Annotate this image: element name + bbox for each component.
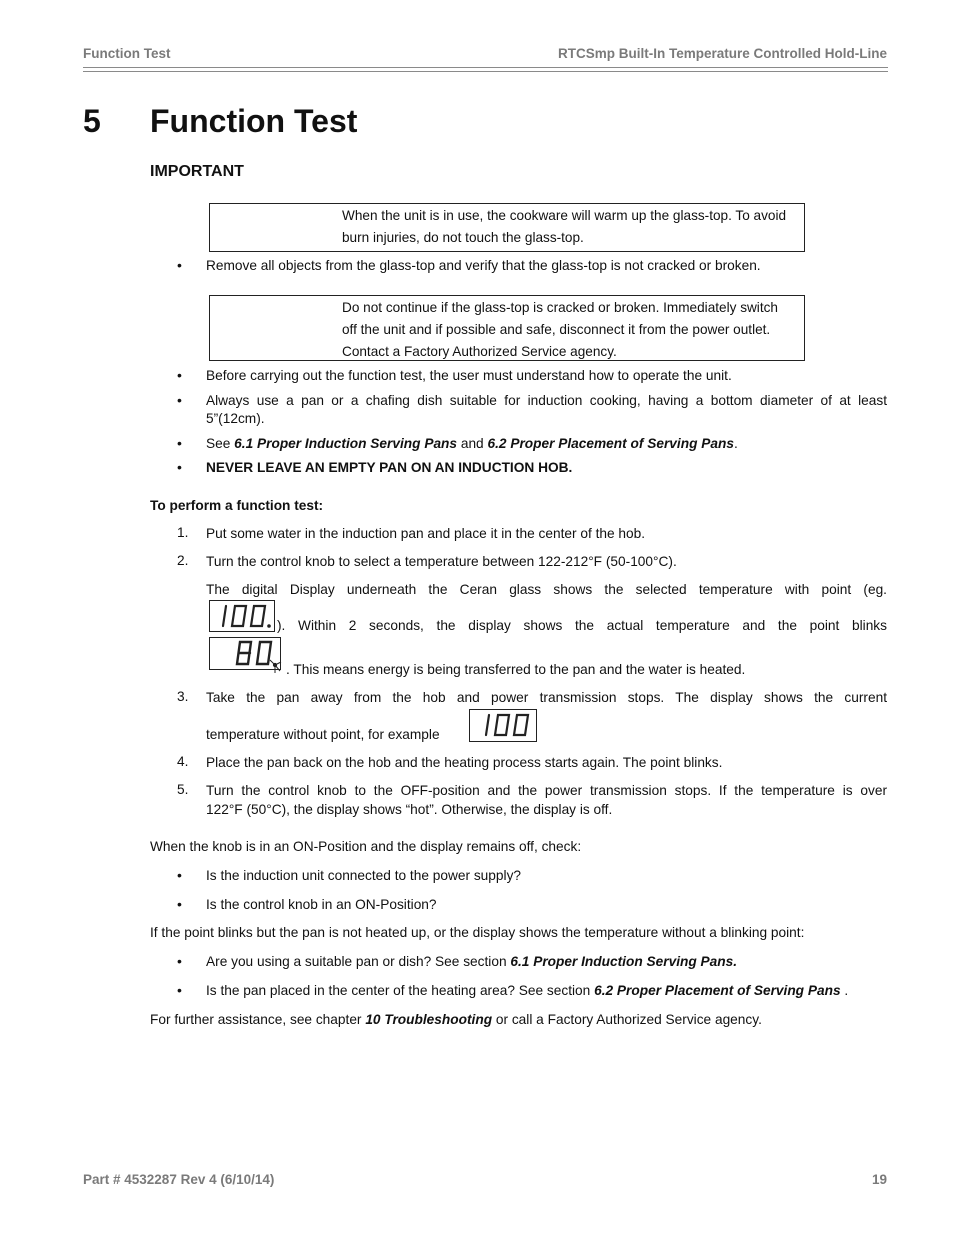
- bullet-dot: •: [177, 392, 182, 408]
- text: or call a Factory Authorized Service agency.: [492, 1012, 762, 1027]
- warning-box-cracked: [209, 295, 805, 361]
- section-reference-6-1: 6.1 Proper Induction Serving Pans: [234, 436, 458, 451]
- chapter-reference-troubleshooting: 10 Troubleshooting: [365, 1012, 493, 1027]
- step-number: 1.: [177, 525, 189, 540]
- check-item: [206, 982, 848, 1000]
- step-detail-text: The digital Display underneath the Ceran glass shows the selected temperature with point (eg.: [206, 582, 887, 597]
- step-detail-text: . This means energy is being transferred to the pan and the water is heated.: [286, 662, 746, 677]
- step-number: 4.: [177, 754, 189, 769]
- step-detail-text: ). Within 2 seconds, the display shows the actual temperature and the point blinks: [277, 618, 887, 633]
- step-text: Place the pan back on the hob and the heating process starts again. The point blinks.: [206, 755, 723, 770]
- text: and: [457, 436, 488, 451]
- bullet-dot: •: [177, 953, 182, 969]
- bullet-text: Remove all objects from the glass-top and verify that the glass-top is not cracked or broken.: [206, 258, 761, 273]
- warning-text: When the unit is in use, the cookware will warm up the glass-top. To avoid burn injuries, do not touch the glass-top.: [342, 208, 787, 245]
- section-reference-6-1: 6.1 Proper Induction Serving Pans.: [510, 954, 738, 969]
- footer-part-number: Part # 4532287 Rev 4 (6/10/14): [83, 1172, 275, 1187]
- seven-segment-readout: [470, 710, 536, 741]
- step-number: 5.: [177, 782, 189, 797]
- chapter-number: 5: [83, 103, 101, 139]
- blink-intro: If the point blinks but the pan is not heated up, or the display shows the temperature without a blinking point:: [150, 925, 805, 940]
- step-number: 2.: [177, 553, 189, 568]
- warning-text: Do not continue if the glass-top is cracked or broken. Immediately switch off the unit and if possible and safe, disconnect it from the power outlet. Contact a Factory Authorized Service agency.: [342, 300, 778, 359]
- bullet-text-see-refs: [206, 435, 738, 453]
- step-text: Turn the control knob to the OFF-position and the power transmission stops. If the temperature is over: [206, 783, 887, 798]
- section-reference-6-2: 6.2 Proper Placement of Serving Pans: [487, 436, 734, 451]
- bullet-text-warning: NEVER LEAVE AN EMPTY PAN ON AN INDUCTION HOB.: [206, 460, 573, 475]
- bullet-dot: •: [177, 459, 182, 475]
- bullet-text: Before carrying out the function test, the user must understand how to operate the unit.: [206, 368, 732, 383]
- text: See: [206, 436, 235, 451]
- important-heading: IMPORTANT: [150, 163, 244, 180]
- step-text: Put some water in the induction pan and place it in the center of the hob.: [206, 526, 646, 541]
- text: For further assistance, see chapter: [150, 1012, 366, 1027]
- warning-box-burn: [209, 203, 805, 252]
- further-assistance: [150, 1011, 762, 1029]
- step-text: Turn the control knob to select a temperature between 122-212°F (50-100°C).: [206, 554, 677, 569]
- header-document-title: RTCSmp Built-In Temperature Controlled Hold-Line: [558, 46, 887, 61]
- check-item: Is the control knob in an ON-Position?: [206, 897, 437, 912]
- bullet-text-continued: 5”(12cm).: [206, 411, 265, 426]
- page-number: 19: [871, 1172, 887, 1187]
- step-text: Take the pan away from the hob and power transmission stops. The display shows the current: [206, 690, 887, 705]
- display-80-blinking-point: [209, 637, 281, 670]
- text: .: [733, 436, 738, 451]
- check-item: [206, 953, 737, 971]
- header-rule: [83, 67, 888, 68]
- bullet-dot: •: [177, 367, 182, 383]
- blink-indicator: [270, 660, 281, 673]
- section-reference-6-2: 6.2 Proper Placement of Serving Pans: [594, 983, 841, 998]
- text: Is the pan placed in the center of the heating area? See section: [206, 983, 595, 998]
- header-rule-secondary: [83, 71, 888, 72]
- bullet-dot: •: [177, 867, 182, 883]
- header-section-title: Function Test: [83, 46, 171, 61]
- step-text-continued: 122°F (50°C), the display shows “hot”. Otherwise, the display is off.: [206, 802, 613, 817]
- chapter-title: Function Test: [150, 103, 358, 139]
- seven-segment-readout: [210, 601, 274, 631]
- text: Are you using a suitable pan or dish? See section: [206, 954, 511, 969]
- bullet-dot: •: [177, 896, 182, 912]
- bullet-dot: •: [177, 435, 182, 451]
- seven-segment-readout: [210, 638, 288, 674]
- bullet-dot: •: [177, 982, 182, 998]
- check-item: Is the induction unit connected to the power supply?: [206, 868, 522, 883]
- text: .: [840, 983, 849, 998]
- bullet-text: Always use a pan or a chafing dish suitable for induction cooking, having a bottom diameter of at least: [206, 393, 887, 408]
- procedure-heading: To perform a function test:: [150, 498, 324, 513]
- bullet-dot: •: [177, 257, 182, 273]
- display-100-with-point: [209, 600, 275, 632]
- step-number: 3.: [177, 689, 189, 704]
- check-intro: When the knob is in an ON-Position and the display remains off, check:: [150, 839, 582, 854]
- display-100-no-point: [469, 709, 537, 742]
- step-text-continued: temperature without point, for example: [206, 727, 440, 742]
